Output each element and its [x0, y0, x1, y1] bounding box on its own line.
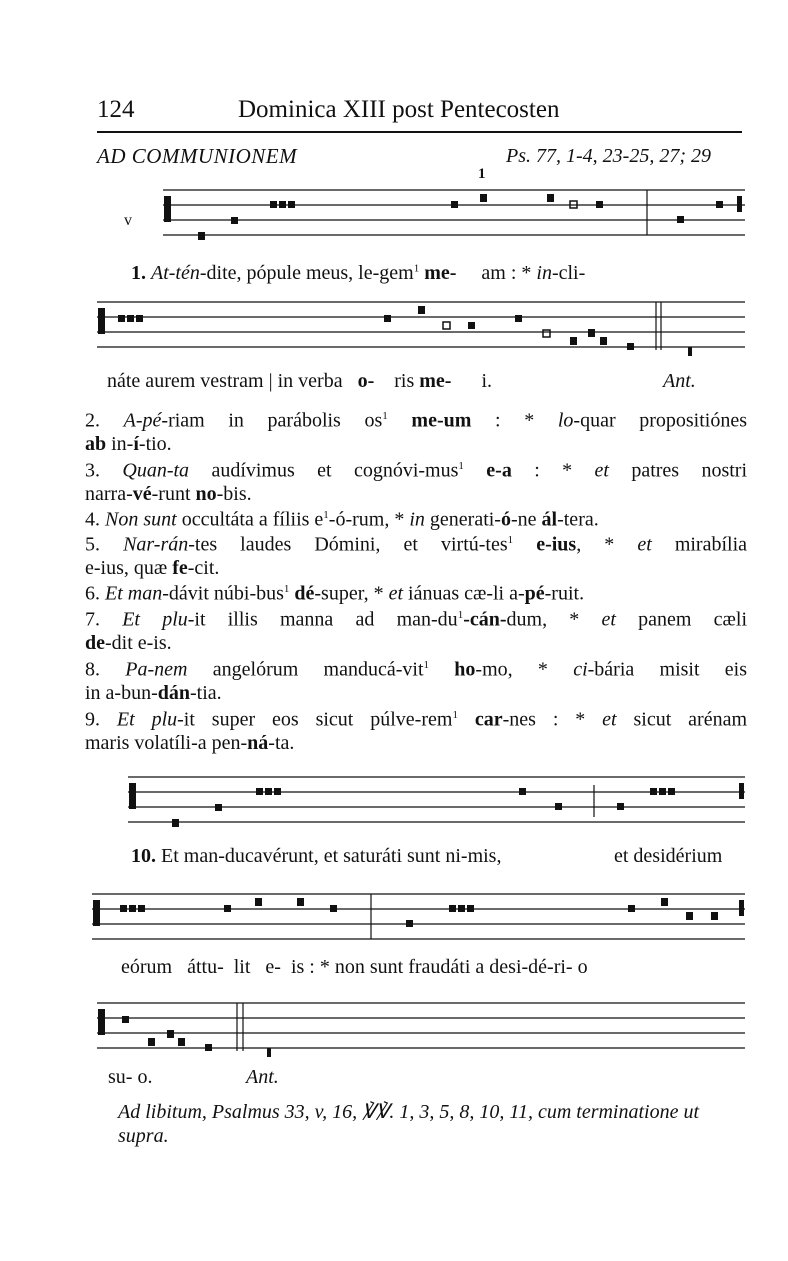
verse-5: 5. Nar-rán-tes laudes Dómini, et virtú-tes$^1$ e-ius, * et mirabília e-ius, quæ fe-cit.: [85, 533, 748, 579]
chant-staff-1: [0, 188, 788, 258]
lyric-line-5: su- o.: [108, 1066, 153, 1088]
verse-2: 2. A-pé-riam in parábolis $os^1$ me-um : * lo-quar propositiónes ab in-í-tio.: [85, 409, 748, 455]
chant-staff-2: [0, 300, 788, 362]
psalm-reference: Ps. 77, 1-4, 23-25, 27; 29: [506, 145, 711, 167]
verse-8: 8. Pa-nem angelórum manducá-vit$^1$ ho-mo, * ci-bária misit eis in a-bun-dán-tia.: [85, 658, 748, 704]
section-title: AD COMMUNIONEM: [97, 144, 298, 168]
page-heading: Dominica XIII post Pentecosten: [238, 96, 560, 123]
intonation-mark: 1: [478, 166, 486, 182]
header-rule: [97, 131, 742, 133]
mode-numeral: v: [124, 212, 132, 229]
chant-staff-3: [0, 775, 788, 837]
chant-staff-5: [0, 1001, 788, 1063]
verse-3: 3. Quan-ta audívimus et cognóvi-mus$^1$ e-a : * et patres nostri narra-vé-runt no-bis.: [85, 459, 748, 505]
lyric-line-3: 10. Et man-ducavérunt, et saturáti sunt ni-mis,: [131, 845, 502, 867]
verse-7: 7. Et plu-it illis manna ad man-$du^1-cán$-dum, * et panem cæli de-dit e-is.: [85, 608, 748, 654]
chant-staff-4: [0, 892, 788, 954]
lyric-line-2: náte aurem vestram | in verba o- ris me- i.: [107, 370, 493, 392]
lyric-line-4: eórum áttu- lit e- is : * non sunt fraudáti a desi-dé-ri- o: [121, 956, 588, 978]
rubric-footer: Ad libitum, Psalmus 33, v, 16, ℣℣. 1, 3, 5, 8, 10, 11, cum terminatione ut supra.: [118, 1101, 700, 1147]
lyric-line-1: 1. At-tén-dite, pópule meus, le-gem$^1$ me- am : * in-cli-: [131, 262, 586, 284]
antiphon-mark-2: Ant.: [246, 1066, 279, 1088]
verse-4: 4. Non sunt occultáta a fíliis $e^1-ó$-rum, * in generati-ó-ne ál-tera.: [85, 508, 599, 531]
verse-6: 6. Et man-dávit núbi-bus$^1$ dé-super, * et iánuas cæ-li a-pé-ruit.: [85, 582, 585, 605]
verse-9: 9. Et plu-it super eos sicut púlve-rem$^1$ car-nes : * et sicut arénam maris volatíli-a pen-ná-ta.: [85, 708, 748, 754]
page-number: 124: [97, 96, 135, 123]
lyric-line-3-end: et desidérium: [614, 845, 723, 867]
antiphon-mark-1: Ant.: [663, 370, 696, 392]
